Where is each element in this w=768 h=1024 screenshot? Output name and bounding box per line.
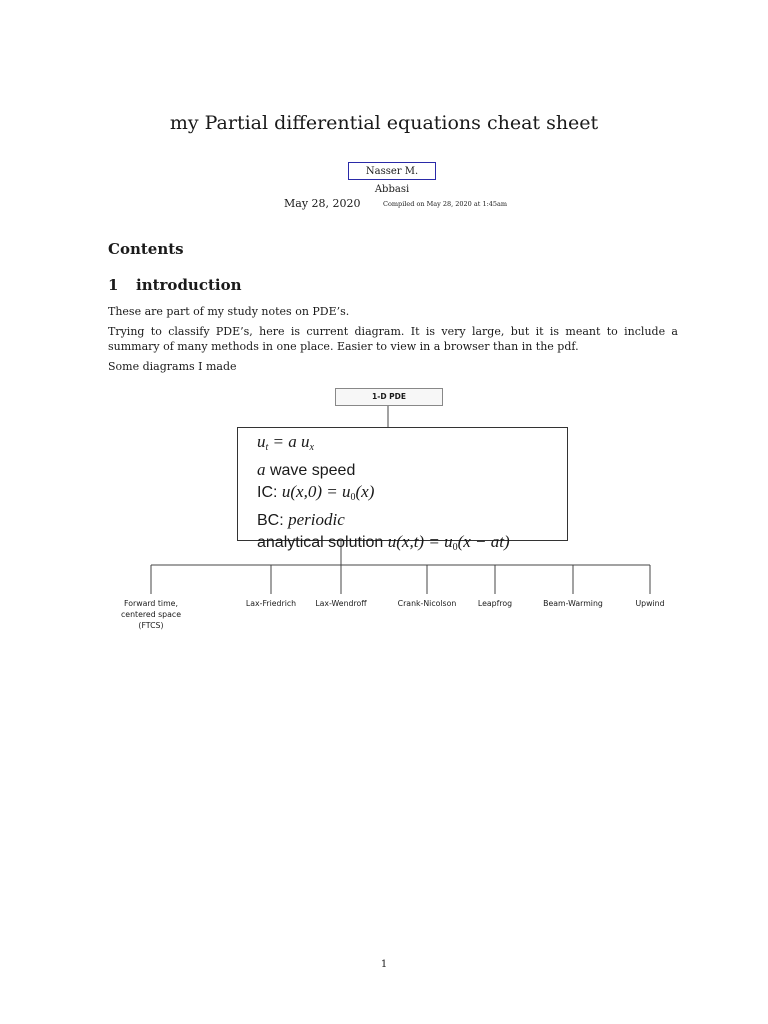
compiled-note: Compiled on May 28, 2020 at 1:45am	[383, 200, 508, 208]
analytical-solution-line	[257, 531, 567, 559]
math-subscript: 0	[350, 492, 356, 503]
diagram-leaf-crank-nicolson: Crank-Nicolson	[397, 599, 457, 608]
diagram-leaf-leapfrog: Leapfrog	[477, 599, 513, 608]
diagram-leaf-lax-wendroff: Lax-Wendroff	[315, 599, 367, 608]
equation-line	[257, 431, 567, 459]
initial-condition-line	[257, 481, 567, 509]
section-title: introduction	[136, 276, 242, 294]
math-subscript: 0	[452, 542, 458, 553]
label-text: wave speed	[265, 461, 356, 479]
paragraph: Some diagrams I made	[108, 360, 237, 373]
page-number: 1	[380, 959, 388, 970]
diagram-leaf-ftcs: Forward time, centered space (FTCS)	[120, 599, 181, 630]
author-link[interactable]: Nasser M. Abbasi	[348, 162, 436, 180]
math-subscript: t	[265, 442, 269, 453]
diagram-leaf-beam-warming: Beam-Warming	[543, 599, 603, 608]
diagram-equation-box	[237, 427, 568, 553]
math-text: u(x,t) = u	[387, 532, 453, 551]
boundary-condition-line	[257, 509, 567, 532]
section-number: 1	[108, 276, 119, 294]
diagram-leaf-lax-friedrich: Lax-Friedrich	[245, 599, 297, 608]
paragraph: Trying to classify PDE’s, here is current diagram. It is very large, but it is meant to include a summary of many methods in one place. Easier to view in a browser than in the pdf.	[108, 325, 678, 353]
contents-heading: Contents	[108, 240, 184, 258]
label-text: BC:	[257, 511, 289, 529]
label-text: analytical solution	[257, 534, 388, 551]
math-text: (x)	[355, 482, 375, 501]
label-text: IC:	[257, 484, 282, 501]
math-text: (x − at)	[457, 532, 510, 551]
math-text: periodic	[288, 509, 345, 529]
paragraph: These are part of my study notes on PDE’s.	[108, 305, 350, 318]
document-title: my Partial differential equations cheat sheet	[169, 112, 599, 134]
document-date: May 28, 2020	[284, 197, 361, 210]
math-text: a	[257, 459, 266, 479]
math-text: u	[257, 432, 266, 451]
diagram-root-node: 1-D PDE	[335, 388, 443, 406]
math-subscript: x	[309, 442, 314, 453]
math-text: u(x,0) = u	[281, 482, 351, 501]
diagram-leaf-upwind: Upwind	[635, 599, 665, 608]
wave-speed-line	[257, 459, 567, 482]
math-text: = a u	[268, 432, 310, 451]
